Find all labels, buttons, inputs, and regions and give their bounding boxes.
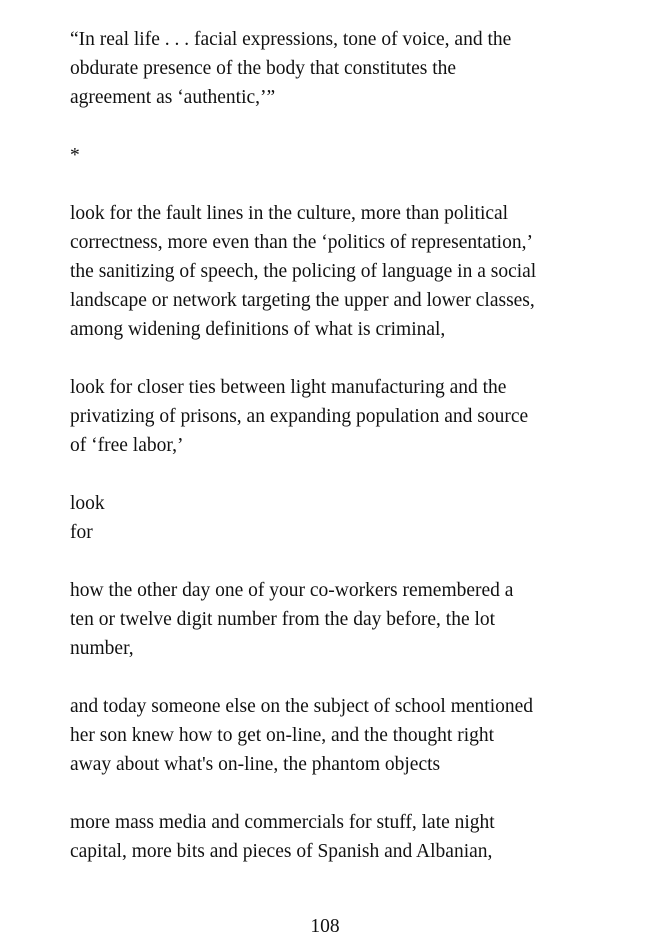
stanza-on-line — [70, 692, 610, 779]
text-line: agreement as ‘authentic,’” — [70, 87, 276, 108]
text-line: for — [70, 522, 93, 543]
stanza-quote — [70, 25, 610, 112]
text-line: look — [70, 493, 105, 514]
text-line: her son knew how to get on-line, and the thought right — [70, 725, 495, 746]
text-line: look for closer ties between light manufacturing and the — [70, 377, 507, 398]
text-line: landscape or network targeting the upper and lower classes, — [70, 290, 535, 311]
stanza-closer-ties — [70, 373, 610, 460]
poem-text — [70, 25, 610, 895]
text-line: look for the fault lines in the culture, more than political — [70, 203, 509, 224]
text-line: and today someone else on the subject of school mentioned — [70, 696, 534, 717]
text-line: correctness, more even than the ‘politics of representation,’ — [70, 232, 533, 253]
text-line: of ‘free labor,’ — [70, 435, 184, 456]
text-line: ten or twelve digit number from the day before, the lot — [70, 609, 496, 630]
text-line: how the other day one of your co-workers remembered a — [70, 580, 514, 601]
text-line: “In real life . . . facial expressions, tone of voice, and the — [70, 29, 512, 50]
stanza-fault-lines — [70, 199, 610, 344]
text-line: privatizing of prisons, an expanding population and source — [70, 406, 529, 427]
page-number: 108 — [310, 916, 340, 937]
text-line: number, — [70, 638, 134, 659]
stanza-look-for — [70, 489, 610, 547]
text-line: the sanitizing of speech, the policing of language in a social — [70, 261, 537, 282]
stanza-co-workers — [70, 576, 610, 663]
stanza-mass-media — [70, 808, 610, 866]
text-line: capital, more bits and pieces of Spanish and Albanian, — [70, 841, 493, 862]
text-line: among widening definitions of what is criminal, — [70, 319, 446, 340]
text-line: away about what's on-line, the phantom objects — [70, 754, 441, 775]
section-separator: * — [70, 145, 80, 166]
text-line: obdurate presence of the body that constitutes the — [70, 58, 457, 79]
text-line: more mass media and commercials for stuff, late night — [70, 812, 495, 833]
